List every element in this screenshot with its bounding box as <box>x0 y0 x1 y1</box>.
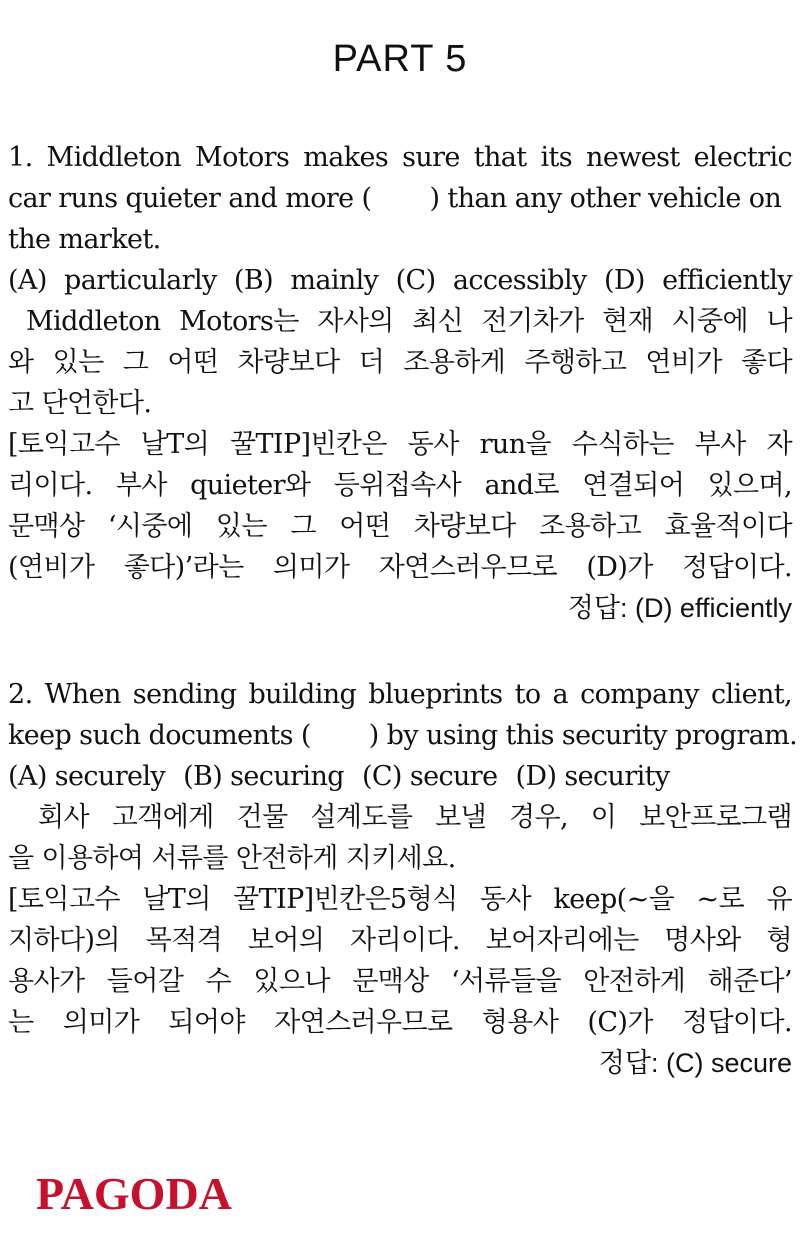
tip-line: 리이다. 부사 quieter와 등위접속사 and로 연결되어 있으며, <box>8 470 792 501</box>
tip-line: 는 의미가 되어야 자연스러우므로 형용사 (C)가 정답이다. <box>8 1007 792 1038</box>
answer-options <box>8 756 792 797</box>
question-text-line: 1. Middleton Motors makes sure that its newest electric <box>8 142 792 173</box>
tip-line: 문맥상 ‘시중에 있는 그 어떤 차량보다 조용하고 효율적이다 <box>8 511 792 542</box>
translation-line: 을 이용하여 서류를 안전하게 지키세요. <box>8 843 456 874</box>
answer-key: 정답: (D) efficiently <box>567 593 792 623</box>
tip-line: 용사가 들어갈 수 있으나 문맥상 ‘서류들을 안전하게 해준다’ <box>8 966 792 997</box>
question-text-line: 2. When sending building blueprints to a company client, <box>8 679 792 710</box>
translation-line: 와 있는 그 어떤 차량보다 더 조용하게 주행하고 연비가 좋다 <box>8 347 792 378</box>
tip-line: [토익고수 날T의 꿀TIP]빈칸은 동사 run을 수식하는 부사 자 <box>8 429 792 460</box>
option-b: (B) securing <box>183 761 344 792</box>
translation-line: Middleton Motors는 자사의 최신 전기차가 현재 시중에 나 <box>26 306 792 337</box>
question-1 <box>8 137 792 629</box>
tip-line: 지하다)의 목적격 보어의 자리이다. 보어자리에는 명사와 형 <box>8 925 792 956</box>
tip-line: [토익고수 날T의 꿀TIP]빈칸은5형식 동사 keep(~을 ~로 유 <box>8 884 792 915</box>
answer-options: (A) particularly (B) mainly (C) accessibly (D) efficiently <box>8 265 792 296</box>
page-title: PART 5 <box>332 38 468 80</box>
translation-line: 고 단언한다. <box>8 388 152 419</box>
question-text-line: the market. <box>8 224 161 255</box>
option-d: (D) security <box>515 761 670 792</box>
option-a: (A) securely <box>8 761 166 792</box>
question-text-line: keep such documents ( ) by using this security program. <box>8 720 798 751</box>
option-c: (C) secure <box>361 761 498 792</box>
tip-line: (연비가 좋다)’라는 의미가 자연스러우므로 (D)가 정답이다. <box>8 552 792 583</box>
pagoda-logo: PAGODA <box>36 1168 232 1219</box>
question-2 <box>8 674 798 1084</box>
answer-key: 정답: (C) secure <box>598 1048 792 1078</box>
question-text-line: car runs quieter and more ( ) than any other vehicle on <box>8 183 782 214</box>
translation-line: 회사 고객에게 건물 설계도를 보낼 경우, 이 보안프로그램 <box>38 802 792 833</box>
